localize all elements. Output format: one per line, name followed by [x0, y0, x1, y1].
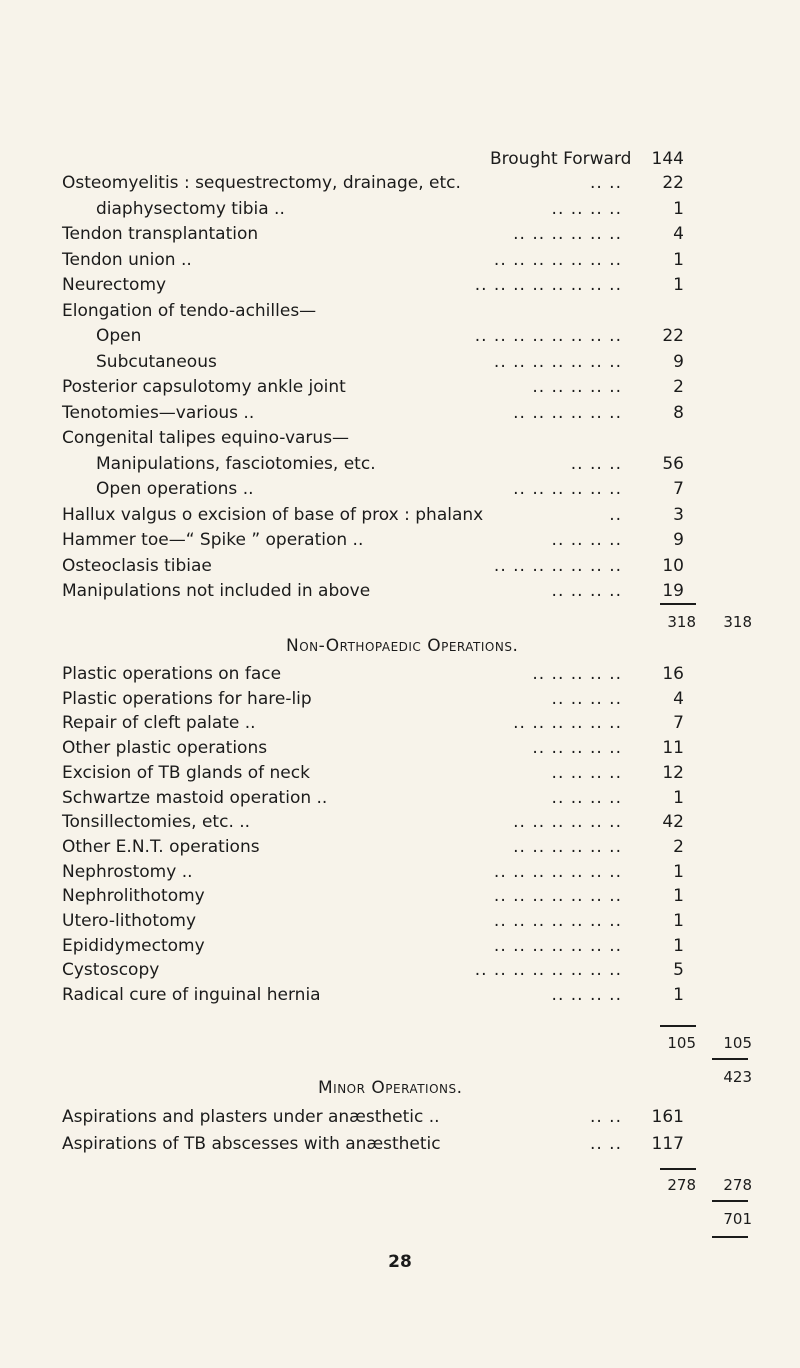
row-value: 1 — [673, 985, 684, 1006]
row-leader-dots: .. .. — [589, 1134, 622, 1154]
table-row — [0, 1131, 800, 1157]
row-value: 9 — [673, 351, 684, 372]
row-leader-dots: .. .. .. .. .. .. .. — [493, 351, 622, 372]
ortho-subtotal-rule — [660, 603, 696, 605]
row-label: Tonsillectomies, etc. .. — [62, 812, 251, 833]
row-leader-dots: .. .. .. .. .. .. .. — [493, 911, 622, 931]
row-leader-dots: .. .. .. .. .. .. — [513, 812, 622, 833]
running-total: 423 — [723, 1068, 752, 1086]
table-row — [0, 957, 800, 983]
row-leader-dots: .. .. .. .. .. .. .. — [493, 555, 622, 576]
table-row — [0, 196, 800, 222]
row-label: Nephrolithotomy — [62, 886, 205, 907]
row-value: 1 — [673, 911, 684, 931]
row-value: 7 — [673, 713, 684, 734]
row-value: 42 — [662, 812, 684, 833]
row-label: Congenital talipes equino-varus— — [62, 428, 350, 448]
row-leader-dots: .. .. .. .. .. — [532, 664, 622, 684]
row-leader-dots: .. .. — [589, 173, 622, 193]
row-label: diaphysectomy tibia .. — [96, 198, 285, 219]
row-leader-dots: .. .. .. .. .. — [532, 377, 622, 397]
row-leader-dots: .. .. .. .. .. .. — [513, 402, 622, 423]
row-leader-dots: .. .. .. .. .. .. .. — [493, 886, 622, 907]
table-row — [0, 451, 800, 477]
table-row — [0, 982, 800, 1008]
row-leader-dots: .. .. .. .. .. .. .. .. — [474, 960, 622, 981]
row-leader-dots: .. .. .. .. .. .. — [513, 713, 622, 734]
table-row — [0, 247, 800, 273]
grand-total: 701 — [723, 1210, 752, 1228]
row-leader-dots: .. .. .. .. — [551, 787, 622, 808]
non-ortho-subtotal-rule — [660, 1025, 696, 1027]
row-leader-dots: .. .. .. .. .. .. — [513, 224, 622, 244]
row-value: 1 — [673, 275, 684, 295]
row-value: 12 — [662, 762, 684, 783]
row-value: 2 — [673, 377, 684, 397]
row-label: Hammer toe—“ Spike ” operation .. — [62, 530, 364, 550]
table-row — [0, 553, 800, 579]
row-leader-dots: .. .. .. .. .. .. .. .. — [474, 326, 622, 346]
row-value: 1 — [673, 787, 684, 808]
row-label: Tendon transplantation — [62, 224, 259, 244]
table-row — [0, 578, 800, 604]
table-row — [0, 502, 800, 528]
non-ortho-subtotal-row — [0, 1030, 800, 1056]
row-label: Radical cure of inguinal hernia — [62, 985, 321, 1006]
minor-subtotal: 278 — [667, 1176, 696, 1194]
row-value: 117 — [651, 1134, 684, 1154]
row-leader-dots: .. — [609, 504, 622, 525]
grand-total-rule — [712, 1200, 748, 1202]
row-label: Posterior capsulotomy ankle joint — [62, 377, 346, 397]
row-label: Plastic operations on face — [62, 664, 282, 684]
row-label: Other E.N.T. operations — [62, 836, 260, 857]
table-row — [0, 527, 800, 553]
row-value: 1 — [673, 935, 684, 956]
table-row — [0, 349, 800, 375]
row-leader-dots: .. .. .. .. — [551, 762, 622, 783]
row-label: Tenotomies—various .. — [62, 402, 255, 423]
running-total-rule — [712, 1058, 748, 1060]
row-value: 1 — [673, 249, 684, 270]
row-leader-dots: .. .. .. — [570, 453, 622, 474]
row-label: Aspirations and plasters under anæsthetic .. — [62, 1107, 440, 1127]
row-leader-dots: .. .. .. .. — [551, 688, 622, 709]
row-value: 10 — [662, 555, 684, 576]
grand-total-row — [0, 1206, 800, 1232]
table-row — [0, 834, 800, 860]
row-leader-dots: .. .. .. .. .. .. .. — [493, 861, 622, 882]
table-row — [0, 400, 800, 426]
table-row — [0, 374, 800, 400]
table-row — [0, 933, 800, 959]
table-row — [0, 859, 800, 885]
table-row — [0, 760, 800, 786]
row-value: 19 — [662, 581, 684, 601]
non-ortho-carry: 105 — [723, 1034, 752, 1052]
row-label: Open — [96, 326, 142, 346]
minor-subtotal-rule — [660, 1168, 696, 1170]
ortho-subtotal-row — [0, 609, 800, 635]
row-label: Open operations .. — [96, 479, 254, 499]
row-value: 161 — [651, 1107, 684, 1127]
row-label: Nephrostomy .. — [62, 861, 193, 882]
row-value: 22 — [662, 326, 684, 346]
row-label: Manipulations not included in above — [62, 581, 371, 601]
row-label: Neurectomy — [62, 275, 167, 295]
ortho-carry: 318 — [723, 613, 752, 631]
row-value: 5 — [673, 960, 684, 981]
row-leader-dots: .. .. .. .. .. .. .. — [493, 249, 622, 270]
row-label: Aspirations of TB abscesses with anæsthetic — [62, 1134, 441, 1154]
row-label: Utero-lithotomy — [62, 911, 197, 931]
brought-forward-value: 144 — [651, 149, 684, 169]
row-leader-dots: .. .. .. .. .. .. .. .. — [474, 275, 622, 295]
row-leader-dots: .. .. — [589, 1107, 622, 1127]
row-leader-dots: .. .. .. .. — [551, 985, 622, 1006]
row-value: 9 — [673, 530, 684, 550]
row-label: Plastic operations for hare-lip — [62, 688, 312, 709]
table-row — [0, 661, 800, 687]
row-value: 1 — [673, 198, 684, 219]
minor-subtotal-row — [0, 1172, 800, 1198]
row-value: 22 — [662, 173, 684, 193]
row-leader-dots: .. .. .. .. — [551, 198, 622, 219]
row-label: Subcutaneous — [96, 351, 217, 372]
row-label: Manipulations, fasciotomies, etc. — [96, 453, 376, 474]
brought-forward-row — [0, 146, 800, 172]
row-leader-dots: .. .. .. .. .. .. .. — [493, 935, 622, 956]
row-leader-dots: .. .. .. .. .. — [532, 738, 622, 759]
row-value: 7 — [673, 479, 684, 499]
row-value: 16 — [662, 664, 684, 684]
table-row — [0, 323, 800, 349]
row-leader-dots: .. .. .. .. — [551, 530, 622, 550]
row-label: Cystoscopy — [62, 960, 160, 981]
brought-forward-label: Brought Forward — [490, 149, 632, 169]
table-row — [0, 735, 800, 761]
non-ortho-subtotal: 105 — [667, 1034, 696, 1052]
table-row — [0, 710, 800, 736]
table-row — [0, 170, 800, 196]
row-label: Tendon union .. — [62, 249, 192, 270]
row-label: Repair of cleft palate .. — [62, 713, 256, 734]
table-row — [0, 686, 800, 712]
table-row — [0, 785, 800, 811]
table-row — [0, 425, 800, 451]
table-row — [0, 221, 800, 247]
row-value: 4 — [673, 224, 684, 244]
row-value: 8 — [673, 402, 684, 423]
row-value: 3 — [673, 504, 684, 525]
row-value: 2 — [673, 836, 684, 857]
row-leader-dots: .. .. .. .. .. .. — [513, 836, 622, 857]
table-row — [0, 883, 800, 909]
row-label: Osteomyelitis : sequestrectomy, drainage, etc. — [62, 173, 461, 193]
non-ortho-heading: Non-Orthopaedic Operations. — [286, 636, 519, 656]
row-value: 11 — [662, 738, 684, 759]
row-leader-dots: .. .. .. .. .. .. — [513, 479, 622, 499]
row-value: 56 — [662, 453, 684, 474]
row-label: Elongation of tendo-achilles— — [62, 300, 317, 321]
row-label: Osteoclasis tibiae — [62, 555, 212, 576]
grand-total-underline — [712, 1236, 748, 1238]
table-row — [0, 298, 800, 324]
minor-carry: 278 — [723, 1176, 752, 1194]
table-row — [0, 809, 800, 835]
row-leader-dots: .. .. .. .. — [551, 581, 622, 601]
row-label: Excision of TB glands of neck — [62, 762, 310, 783]
row-label: Epididymectomy — [62, 935, 205, 956]
table-row — [0, 1104, 800, 1130]
table-row — [0, 272, 800, 298]
ortho-subtotal: 318 — [667, 613, 696, 631]
table-row — [0, 476, 800, 502]
row-value: 1 — [673, 886, 684, 907]
row-label: Other plastic operations — [62, 738, 268, 759]
page-number: 28 — [388, 1252, 412, 1272]
row-label: Hallux valgus o excision of base of prox : phalanx — [62, 504, 484, 525]
row-value: 4 — [673, 688, 684, 709]
row-label: Schwartze mastoid operation .. — [62, 787, 328, 808]
table-row — [0, 908, 800, 934]
row-value: 1 — [673, 861, 684, 882]
minor-heading: Minor Operations. — [318, 1078, 463, 1098]
